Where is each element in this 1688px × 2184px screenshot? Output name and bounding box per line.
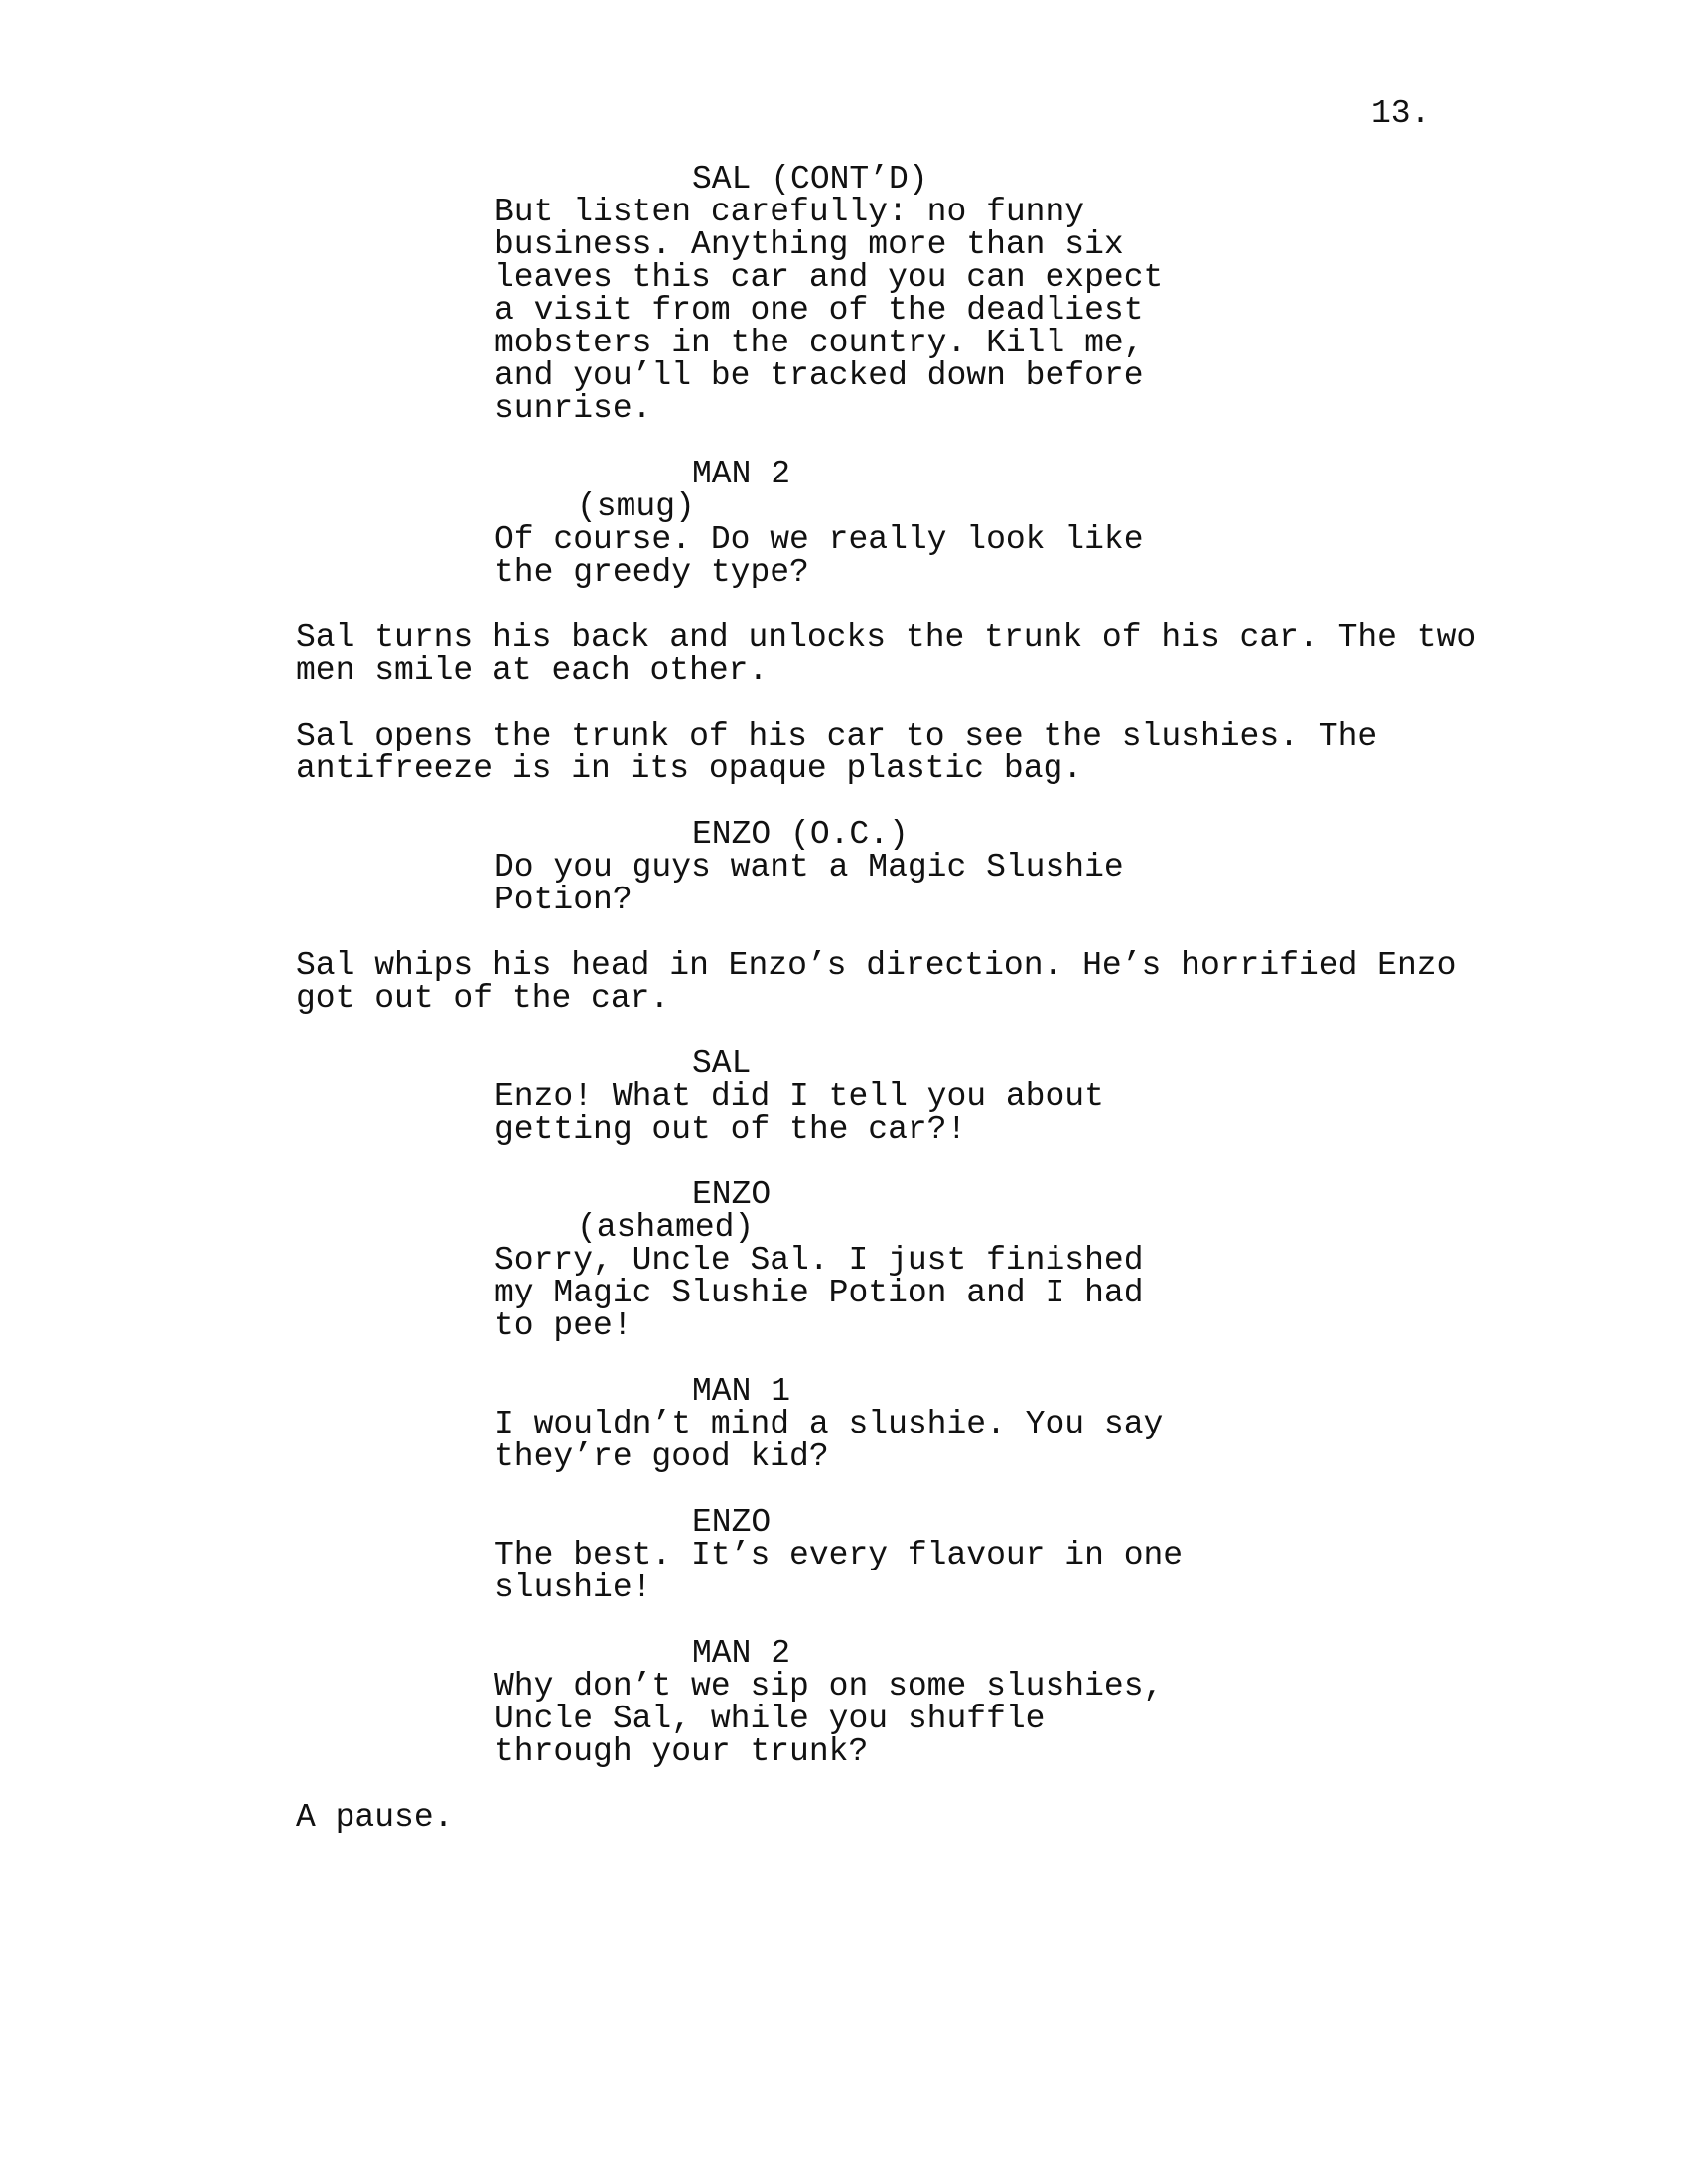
dialogue-line: leaves this car and you can expect	[494, 259, 1164, 296]
character-name: ENZO	[692, 1504, 772, 1541]
dialogue-line: through your trunk?	[494, 1733, 869, 1770]
action-line: antifreeze is in its opaque plastic bag.	[296, 751, 1083, 787]
dialogue-line: Of course. Do we really look like	[494, 521, 1144, 558]
dialogue-line: Why don’t we sip on some slushies,	[494, 1668, 1164, 1705]
dialogue-line: Uncle Sal, while you shuffle	[494, 1701, 1046, 1737]
dialogue-line: Potion?	[494, 882, 633, 918]
page-number: 13.	[1371, 95, 1431, 132]
dialogue-line: The best. It’s every flavour in one	[494, 1537, 1184, 1573]
character-name: MAN 2	[692, 1635, 791, 1672]
character-name: ENZO	[692, 1176, 772, 1213]
parenthetical: (smug)	[577, 488, 695, 525]
parenthetical: (ashamed)	[577, 1209, 755, 1246]
action-line: Sal whips his head in Enzo’s direction. He’s horrified Enzo	[296, 947, 1457, 984]
character-name: SAL	[692, 1045, 752, 1082]
dialogue-line: Enzo! What did I tell you about	[494, 1078, 1104, 1115]
dialogue-line: Do you guys want a Magic Slushie	[494, 849, 1124, 886]
dialogue-line: a visit from one of the deadliest	[494, 292, 1144, 329]
character-name: MAN 2	[692, 456, 791, 492]
dialogue-line: mobsters in the country. Kill me,	[494, 325, 1144, 361]
dialogue-line: the greedy type?	[494, 554, 809, 591]
action-line: got out of the car.	[296, 980, 670, 1017]
action-line: A pause.	[296, 1799, 454, 1836]
dialogue-line: sunrise.	[494, 390, 652, 427]
action-line: Sal turns his back and unlocks the trunk of his car. The two	[296, 619, 1477, 656]
dialogue-line: and you’ll be tracked down before	[494, 357, 1144, 394]
character-name: SAL (CONT’D)	[692, 161, 928, 198]
character-name: ENZO (O.C.)	[692, 816, 909, 853]
character-name: MAN 1	[692, 1373, 791, 1410]
dialogue-line: they’re good kid?	[494, 1438, 829, 1475]
dialogue-line: getting out of the car?!	[494, 1111, 967, 1148]
dialogue-line: slushie!	[494, 1570, 652, 1606]
dialogue-line: business. Anything more than six	[494, 226, 1124, 263]
action-line: Sal opens the trunk of his car to see the slushies. The	[296, 718, 1378, 754]
dialogue-line: But listen carefully: no funny	[494, 194, 1085, 230]
dialogue-line: my Magic Slushie Potion and I had	[494, 1275, 1144, 1311]
action-line: men smile at each other.	[296, 652, 769, 689]
dialogue-line: Sorry, Uncle Sal. I just finished	[494, 1242, 1144, 1279]
dialogue-line: I wouldn’t mind a slushie. You say	[494, 1406, 1164, 1442]
dialogue-line: to pee!	[494, 1307, 633, 1344]
